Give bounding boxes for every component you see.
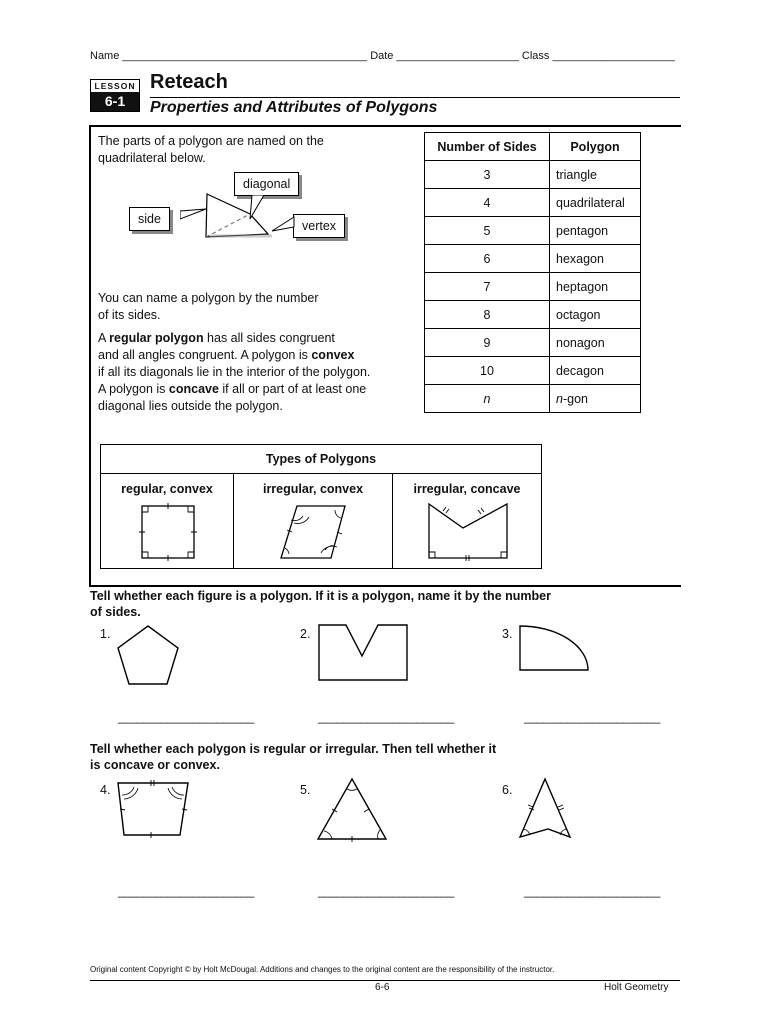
sides-cell: 7 bbox=[425, 273, 550, 301]
polygon-cell: quadrilateral bbox=[550, 189, 641, 217]
sides-cell: 3 bbox=[425, 161, 550, 189]
type-label: irregular, convex bbox=[262, 482, 364, 496]
problem-2-number: 2. bbox=[300, 627, 311, 641]
sides-cell: 4 bbox=[425, 189, 550, 217]
problem-5-number: 5. bbox=[300, 783, 311, 797]
problem-1-number: 1. bbox=[100, 627, 111, 641]
sides-cell: 10 bbox=[425, 357, 550, 385]
polygon-cell: pentagon bbox=[550, 217, 641, 245]
side-callout-pointer bbox=[180, 205, 210, 225]
types-title-row bbox=[101, 445, 542, 474]
definition-line bbox=[98, 381, 370, 398]
definition-line: if all its diagonals lie in the interior of the polygon. bbox=[98, 365, 371, 379]
polygon-cell: hexagon bbox=[550, 245, 641, 273]
sides-table bbox=[424, 132, 641, 413]
text-span: has all sides congruent bbox=[203, 331, 335, 345]
types-title: Types of Polygons bbox=[101, 445, 542, 474]
text-span: A polygon is bbox=[98, 382, 169, 396]
answer-line-4[interactable]: ______________________ bbox=[118, 884, 254, 898]
instruction-line: Tell whether each figure is a polygon. If it is a polygon, name it by the number bbox=[90, 589, 551, 603]
naming-line: You can name a polygon by the number bbox=[98, 291, 319, 305]
sides-cell: 6 bbox=[425, 245, 550, 273]
regular-square-figure bbox=[132, 498, 202, 564]
equilateral-triangle-figure bbox=[314, 775, 390, 843]
vertex-callout: vertex bbox=[293, 214, 345, 238]
copyright-notice: Original content Copyright © by Holt McDougal. Additions and changes to the original content are the responsibility of the instructor. bbox=[90, 965, 555, 974]
lesson-number: 6-1 bbox=[91, 92, 139, 111]
page-title: Reteach bbox=[150, 71, 228, 93]
definition-line bbox=[98, 330, 370, 347]
polygon-cell bbox=[550, 385, 641, 413]
table-row bbox=[425, 329, 641, 357]
side-callout: side bbox=[129, 207, 170, 231]
problem-4-number: 4. bbox=[100, 783, 111, 797]
diagonal-callout: diagonal bbox=[234, 172, 299, 196]
type-irregular-concave bbox=[393, 474, 542, 569]
sides-cell: n bbox=[425, 385, 550, 413]
answer-line-1[interactable]: ______________________ bbox=[118, 710, 254, 724]
table-row bbox=[425, 161, 641, 189]
table-row bbox=[425, 245, 641, 273]
answer-line-3[interactable]: ______________________ bbox=[524, 710, 660, 724]
class-line: ____________________ bbox=[552, 50, 675, 62]
definition-line bbox=[98, 347, 370, 364]
student-info-header bbox=[90, 50, 680, 62]
term-convex: convex bbox=[311, 348, 355, 362]
section2-instructions bbox=[90, 741, 496, 773]
table-row bbox=[425, 189, 641, 217]
n-variable: n bbox=[556, 391, 563, 406]
date-line: ____________________ bbox=[396, 50, 519, 62]
section1-instructions bbox=[90, 588, 551, 620]
instruction-line: Tell whether each polygon is regular or irregular. Then tell whether it bbox=[90, 742, 497, 756]
definition-line: diagonal lies outside the polygon. bbox=[98, 399, 283, 413]
types-table bbox=[100, 444, 542, 569]
type-regular-convex bbox=[101, 474, 234, 569]
text-span: if all or part of at least one bbox=[218, 382, 367, 396]
table-row bbox=[425, 273, 641, 301]
intro-text bbox=[98, 133, 324, 167]
table-row bbox=[425, 217, 641, 245]
naming-text bbox=[98, 290, 319, 324]
answer-line-2[interactable]: ______________________ bbox=[318, 710, 454, 724]
trapezoid-figure bbox=[112, 775, 194, 841]
header-number-of-sides: Number of Sides bbox=[425, 133, 550, 161]
naming-line: of its sides. bbox=[98, 308, 161, 322]
answer-line-5[interactable]: ______________________ bbox=[318, 884, 454, 898]
intro-line: quadrilateral below. bbox=[98, 151, 206, 165]
name-line: ________________________________________ bbox=[122, 50, 368, 62]
types-row bbox=[101, 474, 542, 569]
title-rule bbox=[150, 97, 680, 98]
table-row bbox=[425, 357, 641, 385]
page-number: 6-6 bbox=[375, 982, 390, 993]
intro-line: The parts of a polygon are named on the bbox=[98, 134, 324, 148]
definitions-text bbox=[98, 330, 370, 415]
class-label: Class bbox=[521, 50, 550, 62]
parallelogram-figure bbox=[273, 498, 353, 564]
vertex-callout-pointer bbox=[270, 213, 296, 233]
quarter-circle-figure bbox=[516, 622, 592, 674]
notched-rectangle-figure bbox=[316, 622, 410, 684]
concave-triangle-figure bbox=[514, 775, 576, 843]
concave-figure bbox=[417, 498, 517, 564]
date-label: Date bbox=[370, 50, 394, 62]
lesson-label: LESSON bbox=[94, 81, 136, 91]
instruction-line: is concave or convex. bbox=[90, 758, 220, 772]
pentagon-figure bbox=[112, 622, 184, 688]
answer-line-6[interactable]: ______________________ bbox=[524, 884, 660, 898]
term-concave: concave bbox=[168, 382, 219, 396]
text-span: A bbox=[98, 331, 110, 345]
polygon-cell: heptagon bbox=[550, 273, 641, 301]
gon-suffix: -gon bbox=[562, 391, 588, 406]
problem-3-number: 3. bbox=[502, 627, 513, 641]
sides-cell: 5 bbox=[425, 217, 550, 245]
sides-cell: 8 bbox=[425, 301, 550, 329]
header-polygon: Polygon bbox=[550, 133, 641, 161]
term-regular-polygon: regular polygon bbox=[109, 331, 204, 345]
page-subtitle: Properties and Attributes of Polygons bbox=[150, 99, 438, 116]
table-header-row bbox=[425, 133, 641, 161]
polygon-cell: octagon bbox=[550, 301, 641, 329]
sides-cell: 9 bbox=[425, 329, 550, 357]
polygon-cell: nonagon bbox=[550, 329, 641, 357]
type-label: regular, convex bbox=[121, 482, 213, 496]
book-title: Holt Geometry bbox=[604, 982, 669, 993]
instruction-line: of sides. bbox=[90, 605, 141, 619]
problem-6-number: 6. bbox=[502, 783, 513, 797]
name-label: Name bbox=[90, 50, 120, 62]
text-span: and all angles congruent. A polygon is bbox=[98, 348, 312, 362]
polygon-cell: triangle bbox=[550, 161, 641, 189]
table-row bbox=[425, 385, 641, 413]
type-label: irregular, concave bbox=[413, 482, 521, 496]
lesson-badge bbox=[90, 79, 140, 112]
table-row bbox=[425, 301, 641, 329]
footer-rule bbox=[90, 980, 680, 981]
type-irregular-convex bbox=[234, 474, 393, 569]
polygon-cell: decagon bbox=[550, 357, 641, 385]
